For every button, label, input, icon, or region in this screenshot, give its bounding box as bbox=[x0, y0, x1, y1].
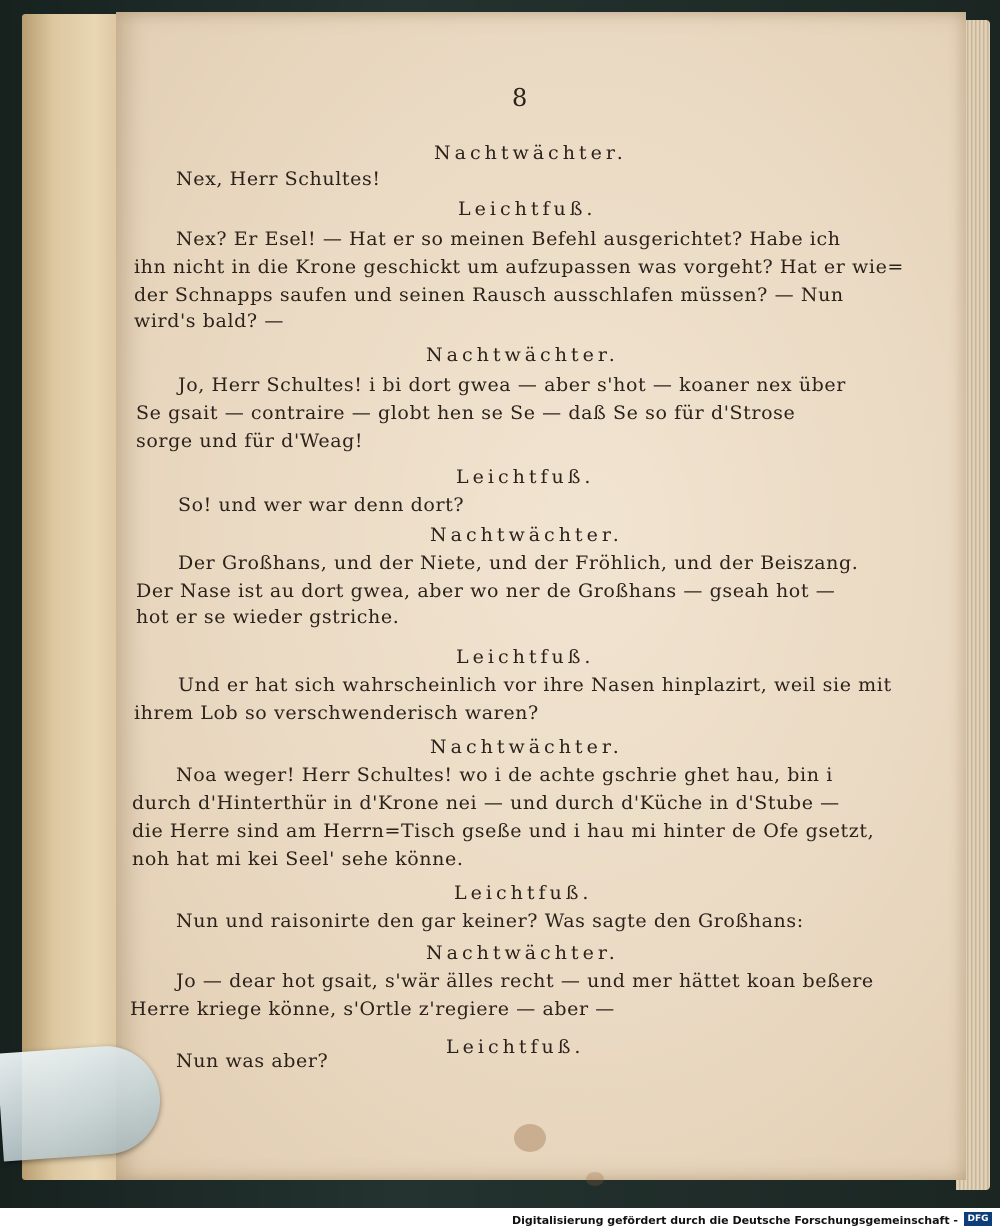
left-page-stack bbox=[22, 14, 126, 1180]
text-line: hot er se wieder gstriche. bbox=[136, 606, 400, 628]
text-line: Se gsait — contraire — globt hen se Se — daß Se so für d'Strose bbox=[136, 402, 796, 424]
text-line: So! und wer war denn dort? bbox=[178, 494, 465, 516]
text-line: Nun was aber? bbox=[176, 1050, 329, 1072]
text-line: sorge und für d'Weag! bbox=[136, 430, 364, 452]
text-line: wird's bald? — bbox=[134, 310, 284, 332]
speaker-heading: Leichtfuß. bbox=[446, 1036, 585, 1058]
speaker-heading: Nachtwächter. bbox=[434, 142, 627, 164]
text-line: ihrem Lob so verschwenderisch waren? bbox=[134, 702, 539, 724]
speaker-heading: Nachtwächter. bbox=[426, 344, 619, 366]
text-line: Nun und raisonirte den gar keiner? Was sagte den Großhans: bbox=[176, 910, 804, 932]
book-page bbox=[116, 12, 966, 1180]
text-line: der Schnapps saufen und seinen Rausch ausschlafen müssen? — Nun bbox=[134, 284, 844, 306]
text-line: Jo, Herr Schultes! i bi dort gwea — aber s'hot — koaner nex über bbox=[178, 374, 846, 396]
speaker-heading: Nachtwächter. bbox=[426, 942, 619, 964]
paper-stain bbox=[586, 1172, 604, 1186]
text-line: ihn nicht in die Krone geschickt um aufzupassen was vorgeht? Hat er wie= bbox=[134, 256, 904, 278]
speaker-heading: Leichtfuß. bbox=[458, 198, 597, 220]
text-line: Und er hat sich wahrscheinlich vor ihre Nasen hinplazirt, weil sie mit bbox=[178, 674, 892, 696]
footer-credit: Digitalisierung gefördert durch die Deutsche Forschungsgemeinschaft - bbox=[511, 1214, 958, 1227]
text-line: Der Nase ist au dort gwea, aber wo ner de Großhans — gseah hot — bbox=[136, 580, 836, 602]
text-line: durch d'Hinterthür in d'Krone nei — und durch d'Küche in d'Stube — bbox=[132, 792, 840, 814]
dfg-logo: DFG bbox=[964, 1212, 992, 1226]
speaker-heading: Nachtwächter. bbox=[430, 524, 623, 546]
text-line: Nex? Er Esel! — Hat er so meinen Befehl ausgerichtet? Habe ich bbox=[176, 228, 841, 250]
text-line: die Herre sind am Herrn=Tisch gseße und i hau mi hinter de Ofe gsetzt, bbox=[132, 820, 875, 842]
paper-stain bbox=[514, 1124, 546, 1152]
speaker-heading: Leichtfuß. bbox=[456, 466, 595, 488]
text-line: noh hat mi kei Seel' sehe könne. bbox=[132, 848, 464, 870]
speaker-heading: Leichtfuß. bbox=[454, 882, 593, 904]
speaker-heading: Nachtwächter. bbox=[430, 736, 623, 758]
speaker-heading: Leichtfuß. bbox=[456, 646, 595, 668]
text-line: Noa weger! Herr Schultes! wo i de achte gschrie ghet hau, bin i bbox=[176, 764, 833, 786]
text-line: Herre kriege könne, s'Ortle z'regiere — aber — bbox=[130, 998, 615, 1020]
text-line: Der Großhans, und der Niete, und der Fröhlich, und der Beiszang. bbox=[178, 552, 859, 574]
text-line: Nex, Herr Schultes! bbox=[176, 168, 381, 190]
page-number: 8 bbox=[512, 84, 528, 112]
text-line: Jo — dear hot gsait, s'wär älles recht — und mer hättet koan beßere bbox=[176, 970, 874, 992]
